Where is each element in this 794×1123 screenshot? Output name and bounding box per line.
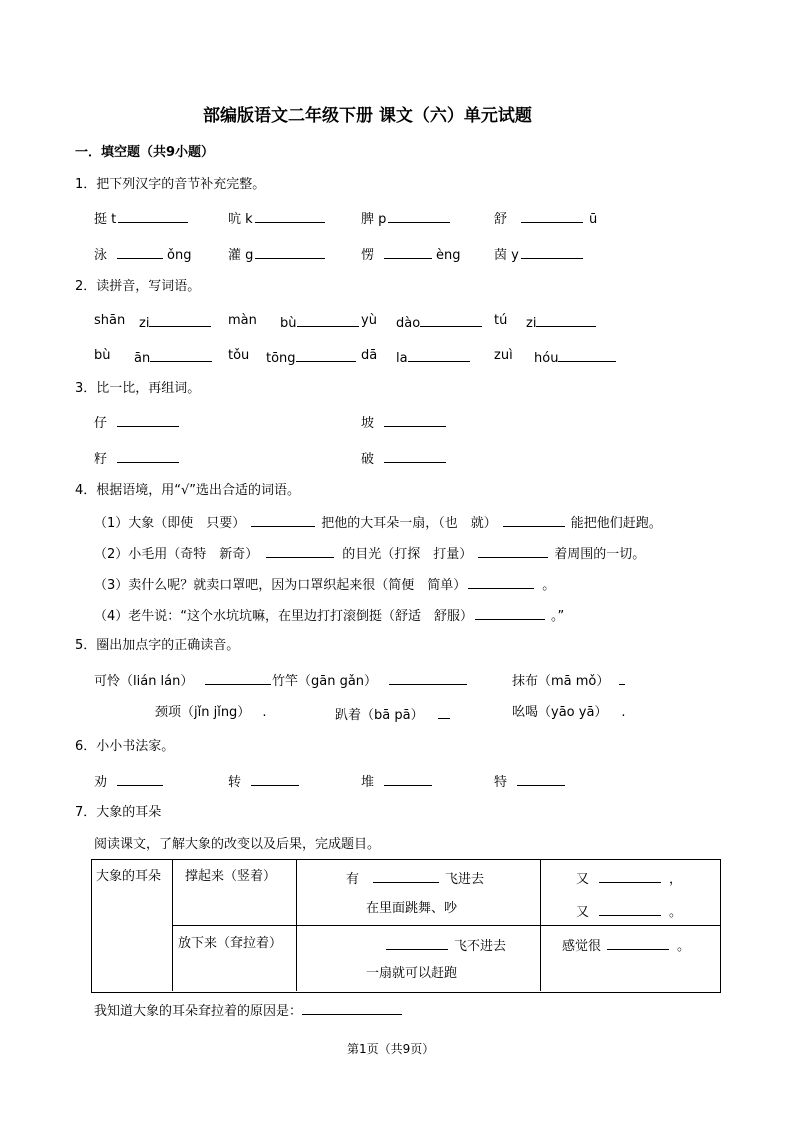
answer-blank[interactable] <box>296 349 356 362</box>
q1-item: 挺 t <box>94 212 117 227</box>
pinyin: màn <box>228 313 257 328</box>
answer-blank[interactable] <box>150 349 212 362</box>
pinyin: tú <box>494 313 508 328</box>
q5-item: 趴着（bā pā） <box>335 708 424 723</box>
q1-item: 灌 g <box>228 248 254 263</box>
q1-item: ū <box>589 212 598 227</box>
q3-item: 仔 <box>94 416 108 431</box>
table-cell-feeling-up: 又 ， <box>576 872 683 887</box>
q1-item: 茵 y <box>494 248 519 263</box>
answer-blank[interactable] <box>619 672 625 685</box>
answer-blank[interactable] <box>420 314 482 327</box>
q4-line2: （2）小毛用（奇特 新奇） 的目光（打探 打量） 着周围的一切。 <box>94 547 646 562</box>
q1-item: 愣 <box>361 248 375 263</box>
answer-blank[interactable] <box>468 576 534 589</box>
answer-blank[interactable] <box>384 773 432 786</box>
answer-blank[interactable] <box>475 607 545 620</box>
q5-stem: 5．圈出加点字的正确读音。 <box>75 638 240 653</box>
q2-stem: 2．读拼音，写词语。 <box>75 279 201 294</box>
section-heading: 一．填空题（共9小题） <box>75 145 215 160</box>
answer-blank[interactable] <box>384 414 446 427</box>
pinyin: hóu <box>534 351 559 366</box>
answer-blank[interactable] <box>389 672 467 685</box>
q1-item: 舒 <box>494 212 508 227</box>
q5-item: 颈项（jǐn jǐng） <box>155 705 251 720</box>
pinyin: tōng <box>266 351 296 366</box>
q1-item: 吭 k <box>228 212 253 227</box>
answer-blank[interactable] <box>118 210 188 223</box>
answer-blank[interactable] <box>517 773 565 786</box>
answer-blank[interactable] <box>503 514 565 527</box>
q5-item: 可怜（lián lán） <box>94 674 194 689</box>
q3-stem: 3．比一比，再组词。 <box>75 381 201 396</box>
answer-blank[interactable] <box>521 210 583 223</box>
pinyin: tǒu <box>228 348 250 363</box>
table-cell-feeling-up-2: 又 。 <box>576 905 683 920</box>
q1-stem: 1．把下列汉字的音节补充完整。 <box>75 177 266 192</box>
page-title: 部编版语文二年级下册 课文（六）单元试题 <box>203 106 532 126</box>
answer-blank[interactable] <box>384 246 432 259</box>
answer-blank[interactable] <box>117 773 163 786</box>
answer-blank[interactable] <box>149 314 211 327</box>
answer-blank[interactable] <box>386 937 448 950</box>
answer-blank[interactable] <box>607 937 669 950</box>
q5-item: 竹竿（gān gǎn） <box>272 674 378 689</box>
pinyin: bù <box>94 348 111 363</box>
answer-blank[interactable] <box>373 870 439 883</box>
pinyin: zi <box>526 316 537 331</box>
q5-dot: . <box>621 705 626 720</box>
pinyin: la <box>396 351 408 366</box>
pinyin: yù <box>361 313 377 328</box>
answer-blank[interactable] <box>599 870 661 883</box>
answer-blank[interactable] <box>558 349 616 362</box>
q5-dot: . <box>262 705 267 720</box>
answer-blank[interactable] <box>599 903 661 916</box>
q3-item: 坡 <box>361 416 375 431</box>
q7-reason: 我知道大象的耳朵耷拉着的原因是： <box>94 1002 402 1018</box>
q6-item: 劝 <box>94 775 108 790</box>
answer-blank[interactable] <box>536 314 596 327</box>
answer-blank[interactable] <box>521 246 583 259</box>
answer-blank[interactable] <box>302 1002 402 1015</box>
answer-blank[interactable] <box>266 545 334 558</box>
q6-item: 转 <box>228 775 242 790</box>
answer-blank[interactable] <box>251 773 299 786</box>
pinyin: ān <box>134 351 151 366</box>
table-cell-result-up-2: 在里面跳舞、吵 <box>366 901 458 916</box>
q7-stem: 7．大象的耳朵 <box>75 805 162 820</box>
answer-blank[interactable] <box>117 246 163 259</box>
table-row-header: 大象的耳朵 <box>96 869 162 884</box>
pinyin: dā <box>361 348 378 363</box>
answer-blank[interactable] <box>117 414 179 427</box>
table-cell-result-down-2: 一扇就可以赶跑 <box>366 966 458 981</box>
q5-item: 吆喝（yāo yā） <box>512 705 608 720</box>
answer-blank[interactable] <box>388 210 450 223</box>
q3-item: 籽 <box>94 452 108 467</box>
table-cell-result-down: 飞不进去 <box>386 937 506 953</box>
table-cell-down: 放下来（耷拉着） <box>178 936 283 951</box>
answer-blank[interactable] <box>438 706 450 719</box>
q4-line3: （3）卖什么呢？就卖口罩吧，因为口罩织起来很（简便 简单） 。 <box>94 578 556 593</box>
answer-blank[interactable] <box>384 450 446 463</box>
q4-line4: （4）老牛说：“这个水坑坑嘛，在里边打打滚倒挺（舒适 舒服） 。” <box>94 609 565 624</box>
q1-item: ǒng <box>167 248 192 263</box>
q7-intro: 阅读课文，了解大象的改变以及后果，完成题目。 <box>94 837 381 852</box>
pinyin: zuì <box>494 348 513 363</box>
q5-item: 抹布（mā mǒ） <box>512 674 610 689</box>
pinyin: dào <box>396 316 421 331</box>
q4-stem: 4．根据语境，用“√”选出合适的词语。 <box>75 483 301 498</box>
q1-item: èng <box>436 248 461 263</box>
q6-stem: 6．小小书法家。 <box>75 739 175 754</box>
answer-blank[interactable] <box>251 514 315 527</box>
q1-item: 泳 <box>94 248 108 263</box>
answer-blank[interactable] <box>297 314 359 327</box>
answer-blank[interactable] <box>408 349 470 362</box>
q4-line1: （1）大象（即使 只要） 把他的大耳朵一扇，（也 就） 能把他们赶跑。 <box>94 516 662 531</box>
answer-blank[interactable] <box>205 672 271 685</box>
pinyin: bù <box>280 316 297 331</box>
answer-blank[interactable] <box>117 450 179 463</box>
table-cell-up: 撑起来（竖着） <box>185 869 277 884</box>
answer-blank[interactable] <box>478 545 548 558</box>
answer-blank[interactable] <box>255 246 325 259</box>
pinyin: zi <box>139 316 150 331</box>
q6-item: 特 <box>494 775 508 790</box>
table-cell-feeling-down: 感觉很 。 <box>562 939 691 954</box>
page-footer: 第1页（共9页） <box>347 1042 435 1056</box>
table-cell-result-up: 有 飞进去 <box>346 872 485 887</box>
pinyin: shān <box>94 313 126 328</box>
q3-item: 破 <box>361 452 375 467</box>
q6-item: 堆 <box>361 775 375 790</box>
q1-item: 脾 p <box>361 212 387 227</box>
answer-blank[interactable] <box>255 210 325 223</box>
